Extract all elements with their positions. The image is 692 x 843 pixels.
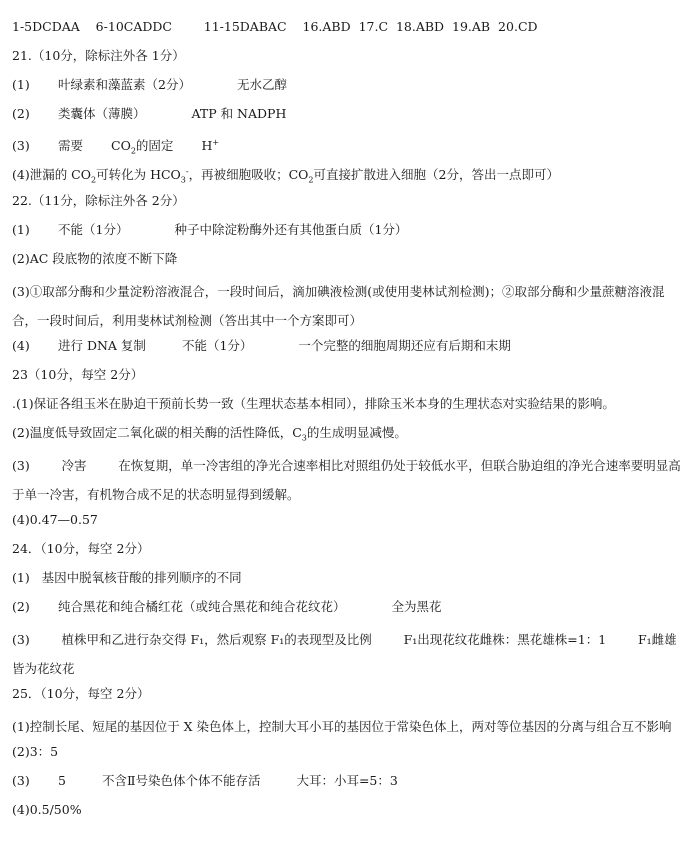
q21-header: 21.（10分，除标注外各 1分） <box>12 48 185 63</box>
q24-3: (3) 植株甲和乙进行杂交得 F₁，然后观察 F₁的表现型及比例 F₁出现花纹花雌株：黑花雄株=1：1 F₁雌雄皆为花纹花 <box>12 632 677 676</box>
q22-4: (4) 进行 DNA 复制 不能（1分） 一个完整的细胞周期还应有后期和末期 <box>12 338 511 353</box>
q21-3: (3) 需要 $CO_2$的固定 H+ <box>12 138 220 156</box>
q21-4: (4)泄漏的 $CO_2$可转化为 $HCO_3^-$，再被细胞吸收；$CO_2$可直接扩散进入细胞（2分，答出一点即可） <box>12 167 559 185</box>
q25-4: (4)0.5/50% <box>12 802 82 817</box>
q24-2: (2) 纯合黑花和纯合橘红花（或纯合黑花和纯合花纹花） 全为黑花 <box>12 599 442 614</box>
q22-header: 22.（11分，除标注外各 2分） <box>12 193 185 208</box>
q21-2: (2) 类囊体（薄膜） ATP 和 NADPH <box>12 106 287 121</box>
q25-3: (3) 5 不含Ⅱ号染色体个体不能存活 大耳：小耳=5：3 <box>12 773 398 788</box>
q24-header: 24．（10分，每空 2分） <box>12 541 150 556</box>
q23-4: (4)0.47—0.57 <box>12 512 98 527</box>
q23-3: (3) 冷害 在恢复期，单一冷害组的净光合速率相比对照组仍处于较低水平，但联合胁迫组的净光合速率要明显高于单一冷害，有机物合成不足的状态明显得到缓解。 <box>12 458 681 502</box>
q24-1: (1) 基因中脱氧核苷酸的排列顺序的不同 <box>12 570 242 585</box>
q23-2: (2)温度低导致固定二氧化碳的相关酶的活性降低，$C_3$的生成明显减慢。 <box>12 425 407 443</box>
q21-1: (1) 叶绿素和藻蓝素（2分） 无水乙醇 <box>12 77 287 92</box>
q23-1: .(1)保证各组玉米在胁迫干预前长势一致（生理状态基本相同），排除玉米本身的生理状态对实验结果的影响。 <box>12 396 615 411</box>
q25-2: (2)3：5 <box>12 744 59 759</box>
q25-1: (1)控制长尾、短尾的基因位于 X 染色体上，控制大耳小耳的基因位于常染色体上，两对等位基因的分离与组合互不影响 <box>12 719 672 734</box>
q25-header: 25．（10分，每空 2分） <box>12 686 150 701</box>
q22-2: (2)AC 段底物的浓度不断下降 <box>12 251 178 266</box>
q23-header: 23（10分，每空 2分） <box>12 367 144 382</box>
mc-answers: 1-5DCDAA 6-10CADDC 11-15DABAC 16.ABD 17.C 18.ABD 19.AB 20.CD <box>12 19 538 34</box>
q22-3: (3)①取部分酶和少量淀粉溶液混合，一段时间后，滴加碘液检测(或使用斐林试剂检测)；②取部分酶和少量蔗糖溶液混合，一段时间后，利用斐林试剂检测（答出其中一个方案即可） <box>12 284 665 328</box>
q22-1: (1) 不能（1分） 种子中除淀粉酶外还有其他蛋白质（1分） <box>12 222 408 237</box>
